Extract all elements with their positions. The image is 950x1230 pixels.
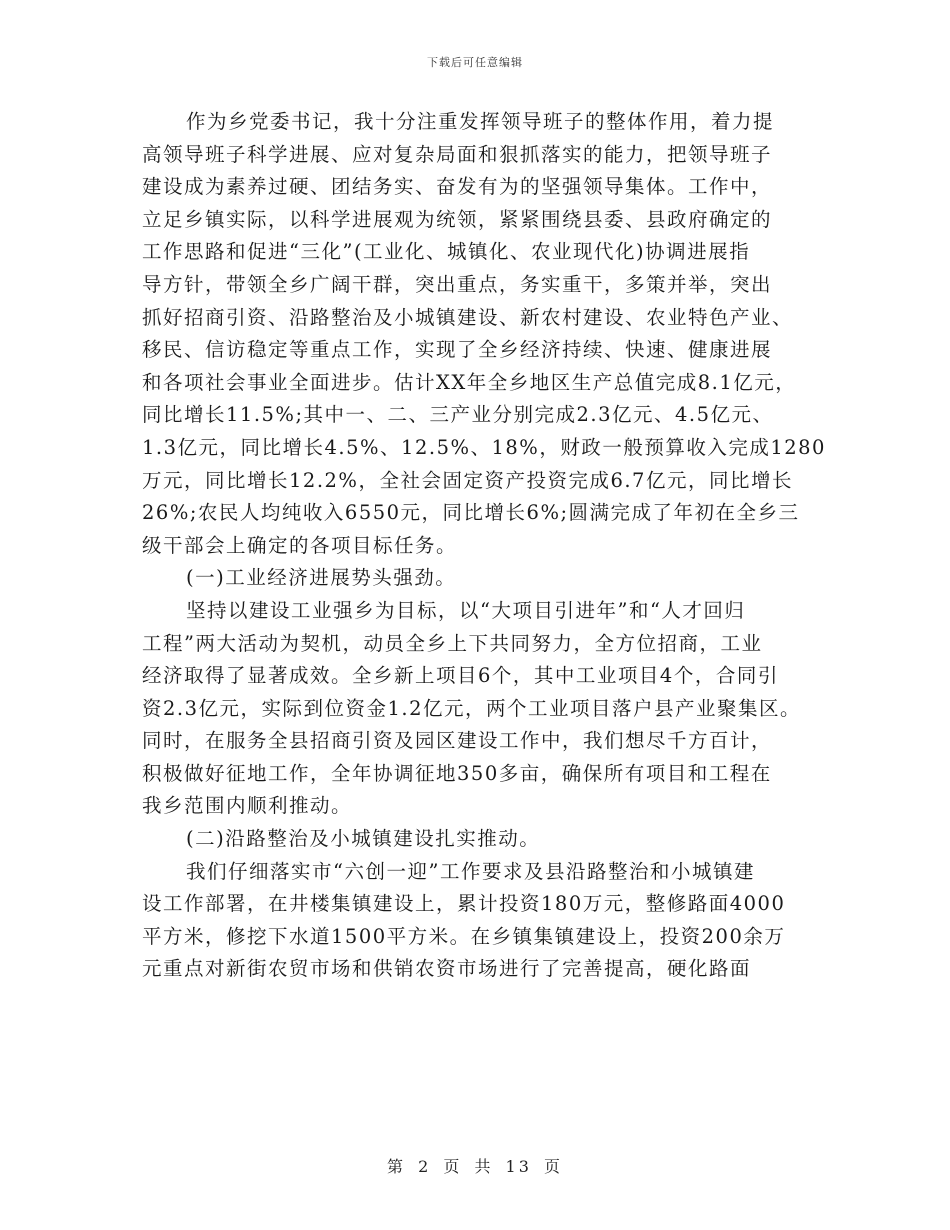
text-line: 建设成为素养过硬、团结务实、奋发有为的坚强领导集体。工作中， xyxy=(142,175,773,199)
text-line: 作为乡党委书记，我十分注重发挥领导班子的整体作用，着力提 xyxy=(186,110,775,133)
text-line: 设工作部署，在井楼集镇建设上，累计投资180万元，整修路面4000 xyxy=(142,892,786,916)
text-line: 导方针，带领全乡广阔干群，突出重点，务实重干，多策并举，突出 xyxy=(142,272,773,296)
text-line: 1.3亿元，同比增长4.5%、12.5%、18%，财政一般预算收入完成1280 xyxy=(142,435,826,459)
page-header-note: 下载后可任意编辑 xyxy=(427,56,523,69)
section-heading: (二)沿路整治及小城镇建设扎实推动。 xyxy=(186,827,541,851)
text-line: 级干部会上确定的各项目标任务。 xyxy=(142,533,458,557)
text-line: 工程”两大活动为契机，动员全乡上下共同努力，全方位招商，工业 xyxy=(142,631,763,655)
text-line: 和各项社会事业全面进步。估计XX年全乡地区生产总值完成8.1亿元， xyxy=(142,370,797,394)
text-line: 26%;农民人均纯收入6550元，同比增长6%;圆满完成了年初在全乡三 xyxy=(142,501,800,525)
text-line: 万元，同比增长12.2%，全社会固定资产投资完成6.7亿元，同比增长 xyxy=(142,468,793,492)
text-line: 平方米，修挖下水道1500平方米。在乡镇集镇建设上，投资200余万 xyxy=(142,924,786,948)
text-line: 同比增长11.5%;其中一、二、三产业分别完成2.3亿元、4.5亿元、 xyxy=(142,403,774,427)
document-body xyxy=(142,106,826,986)
text-line: 移民、信访稳定等重点工作，实现了全乡经济持续、快速、健康进展 xyxy=(142,338,773,362)
text-line: 我乡范围内顺利推动。 xyxy=(142,794,353,818)
text-line: 立足乡镇实际，以科学进展观为统领，紧紧围绕县委、县政府确定的 xyxy=(142,207,773,231)
text-line: 积极做好征地工作，全年协调征地350多亩，确保所有项目和工程在 xyxy=(142,761,772,785)
text-line: 高领导班子科学进展、应对复杂局面和狠抓落实的能力，把领导班子 xyxy=(142,142,773,166)
page-number: 第 2 页 共 13 页 xyxy=(387,1157,563,1176)
text-line: 我们仔细落实市“六创一迎”工作要求及县沿路整治和小城镇建 xyxy=(186,859,755,883)
text-line: 经济取得了显著成效。全乡新上项目6个，其中工业项目4个，合同引 xyxy=(142,664,779,688)
text-line: 抓好招商引资、沿路整治及小城镇建设、新农村建设、农业特色产业、 xyxy=(142,305,794,329)
text-line: 工作思路和促进“三化”(工业化、城镇化、农业现代化)协调进展指 xyxy=(142,240,751,264)
text-line: 元重点对新街农贸市场和供销农资市场进行了完善提高，硬化路面 xyxy=(142,957,752,981)
text-line: 资2.3亿元，实际到位资金1.2亿元，两个工业项目落户县产业聚集区。 xyxy=(142,696,802,720)
text-line: 同时，在服务全县招商引资及园区建设工作中，我们想尽千方百计， xyxy=(142,729,773,753)
text-line: 坚持以建设工业强乡为目标，以“大项目引进年”和“人才回归 xyxy=(186,598,746,622)
section-heading: (一)工业经济进展势头强劲。 xyxy=(186,566,457,590)
